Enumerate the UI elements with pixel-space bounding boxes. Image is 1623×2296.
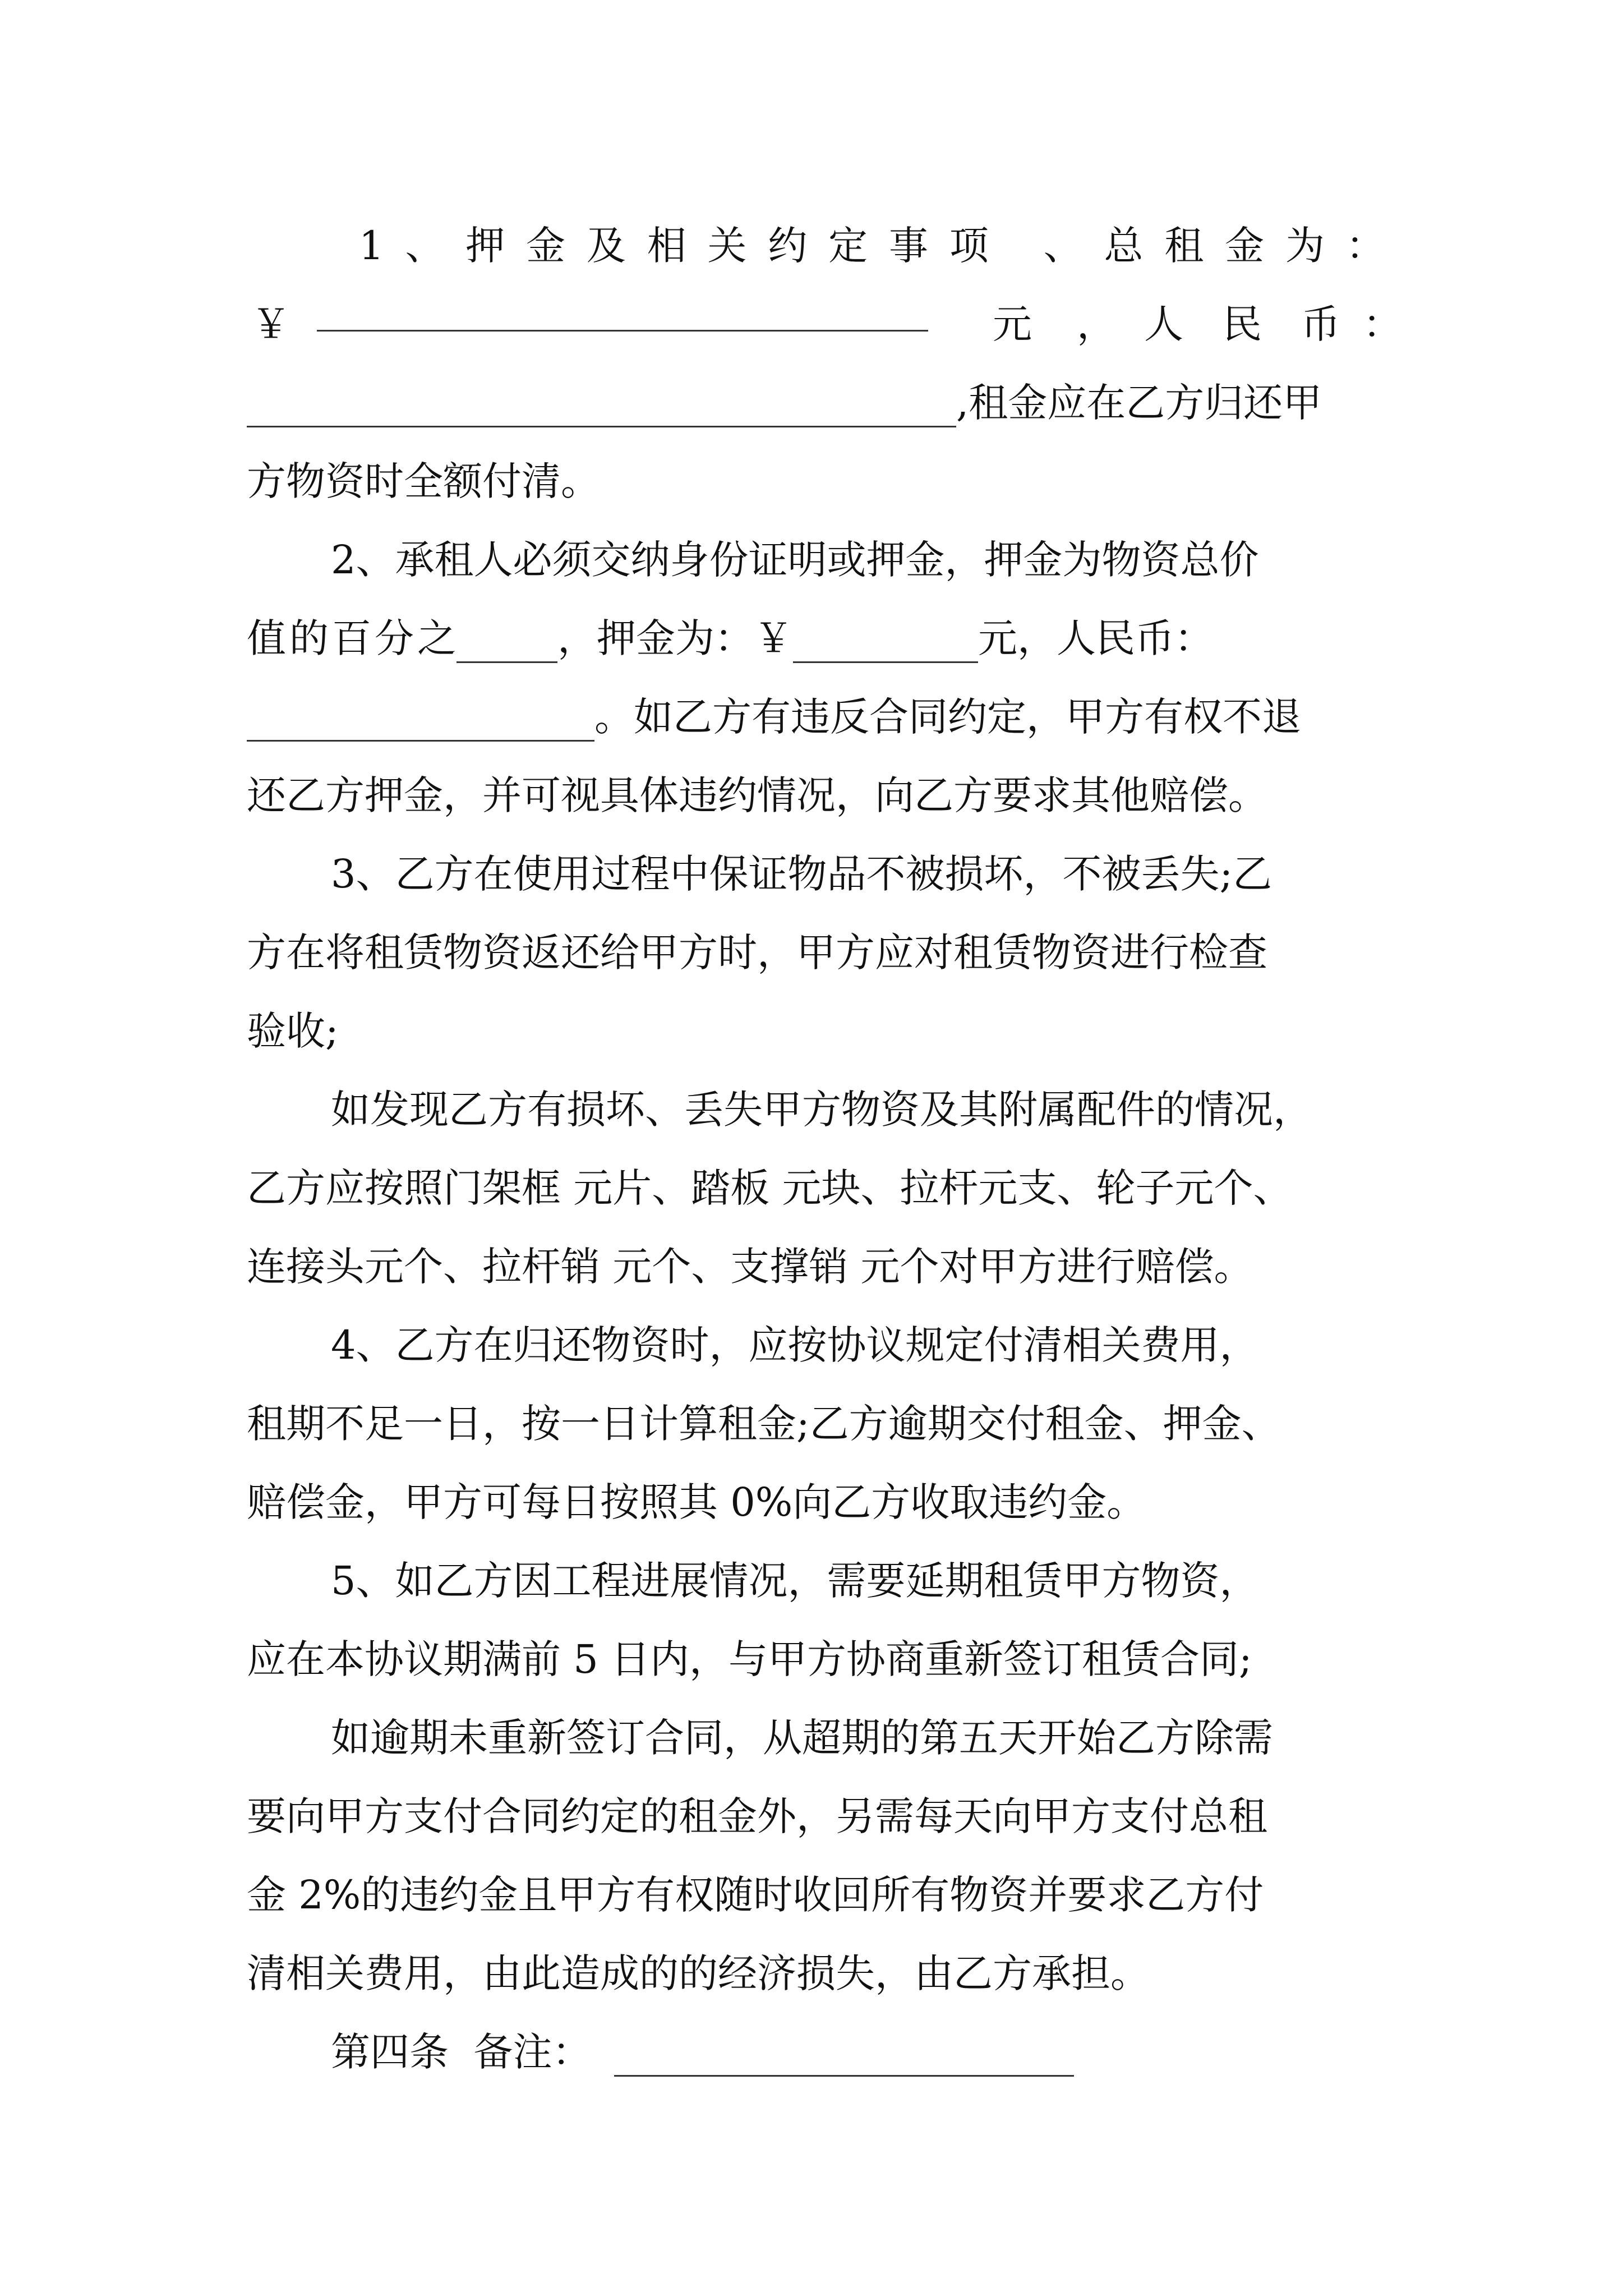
item1-char: 事 — [889, 223, 928, 269]
overdue-line2 — [247, 1783, 1385, 1850]
item1-char: 相 — [647, 223, 686, 269]
text: 方物资时全额付清。 — [247, 458, 600, 504]
remarks-label: 第四条 备注： — [331, 2029, 592, 2075]
text-char: 分 — [375, 615, 414, 661]
text-char: 值 — [247, 615, 286, 661]
text-char: 百 — [332, 615, 371, 661]
text: 赔偿金，甲方可每日按照其 0%向乙方收取违约金。 — [247, 1479, 1146, 1525]
damage-line2 — [247, 1154, 1385, 1222]
item2-line2 — [247, 605, 1385, 672]
text: 如发现乙方有损坏、丢失甲方物资及其附属配件的情况， — [331, 1087, 1312, 1133]
yuan-label: 元 — [993, 301, 1032, 347]
item1-line1 — [359, 212, 1385, 279]
currency-symbol: ￥ — [251, 301, 291, 347]
rmb-char: ： — [1363, 301, 1402, 347]
text: 金 2%的违约金且甲方有权随时收回所有物资并要求乙方付 — [247, 1872, 1264, 1918]
text: ，押金为：￥ — [557, 615, 793, 661]
item4-line2 — [247, 1390, 1385, 1457]
item3-line3 — [247, 997, 1385, 1065]
deposit-amount-blank[interactable] — [793, 622, 978, 663]
item1-char: 、 — [1043, 223, 1083, 269]
text: 如逾期未重新签订合同，从超期的第五天开始乙方除需 — [331, 1715, 1273, 1761]
item4-line1 — [331, 1312, 1385, 1379]
item1-char: 及 — [586, 223, 626, 269]
rmb-char: 人 — [1144, 301, 1183, 347]
text: 2、承租人必须交纳身份证明或押金，押金为物资总价 — [331, 537, 1259, 583]
total-rent-rmb-blank[interactable] — [247, 386, 956, 427]
text: 租期不足一日，按一日计算租金;乙方逾期交付租金、押金、 — [247, 1401, 1281, 1447]
item1-char: 金 — [526, 223, 566, 269]
text: 元，人民币： — [978, 615, 1214, 661]
item1-char: 押 — [465, 223, 505, 269]
overdue-line3 — [247, 1861, 1385, 1929]
item3-line1 — [331, 840, 1385, 908]
item1-line4 — [247, 448, 1385, 515]
text: 4、乙方在归还物资时，应按协议规定付清相关费用， — [331, 1322, 1259, 1368]
text: 验收; — [247, 1008, 339, 1054]
item1-char: 金 — [1225, 223, 1265, 269]
text: 连接头元个、拉杆销 元个、支撑销 元个对甲方进行赔偿。 — [247, 1244, 1253, 1290]
text: 。如乙方有违反合同约定，甲方有权不退 — [594, 694, 1301, 740]
item1-char: 项 — [949, 223, 989, 269]
item1-char: 约 — [768, 223, 808, 269]
article4-remarks — [331, 2018, 1385, 2086]
item5-line2 — [247, 1626, 1385, 1693]
damage-line3 — [247, 1233, 1385, 1300]
item1-char: 总 — [1104, 223, 1144, 269]
text: 方在将租赁物资返还给甲方时，甲方应对租赁物资进行检查 — [247, 930, 1267, 976]
item2-line3 — [247, 683, 1385, 751]
item1-char: 、 — [405, 223, 445, 269]
text: 要向甲方支付合同约定的租金外，另需每天向甲方支付总租 — [247, 1793, 1267, 1839]
total-rent-amount-blank[interactable] — [317, 291, 928, 332]
comma: ， — [1077, 301, 1116, 347]
overdue-line1 — [331, 1704, 1385, 1772]
deposit-rmb-blank[interactable] — [247, 701, 594, 742]
item2-line4 — [247, 762, 1385, 829]
text: 3、乙方在使用过程中保证物品不被损坏，不被丢失;乙 — [331, 851, 1272, 897]
item1-char: 1 — [359, 223, 384, 269]
rmb-char: 民 — [1223, 301, 1262, 347]
item1-char: 关 — [707, 223, 747, 269]
rmb-char: 币 — [1301, 301, 1340, 347]
overdue-line4 — [247, 1940, 1385, 2007]
item1-line3 — [247, 369, 1385, 436]
damage-line1 — [331, 1076, 1385, 1143]
text: 还乙方押金，并可视具体违约情况，向乙方要求其他赔偿。 — [247, 772, 1267, 818]
text-char: 的 — [289, 615, 329, 661]
item1-char: 租 — [1164, 223, 1204, 269]
item2-line1 — [331, 526, 1385, 593]
item4-line3 — [247, 1469, 1385, 1536]
item1-char: 为 — [1285, 223, 1325, 269]
item1-line2 — [247, 291, 1402, 358]
item1-char: 定 — [828, 223, 868, 269]
text: 5、如乙方因工程进展情况，需要延期租赁甲方物资， — [331, 1558, 1259, 1604]
payment-clause: ,租金应在乙方归还甲 — [956, 380, 1322, 426]
text: 乙方应按照门架框 元片、踏板 元块、拉杆元支、轮子元个、 — [247, 1165, 1293, 1211]
remarks-blank[interactable] — [614, 2036, 1074, 2077]
deposit-percent-blank[interactable] — [457, 622, 557, 663]
text: 应在本协议期满前 5 日内，与甲方协商重新签订租赁合同; — [247, 1636, 1252, 1682]
item3-line2 — [247, 919, 1385, 986]
item1-char: ： — [1345, 223, 1385, 269]
text-char: 之 — [417, 615, 457, 661]
text: 清相关费用，由此造成的的经济损失，由乙方承担。 — [247, 1950, 1150, 1996]
item5-line1 — [331, 1547, 1385, 1614]
